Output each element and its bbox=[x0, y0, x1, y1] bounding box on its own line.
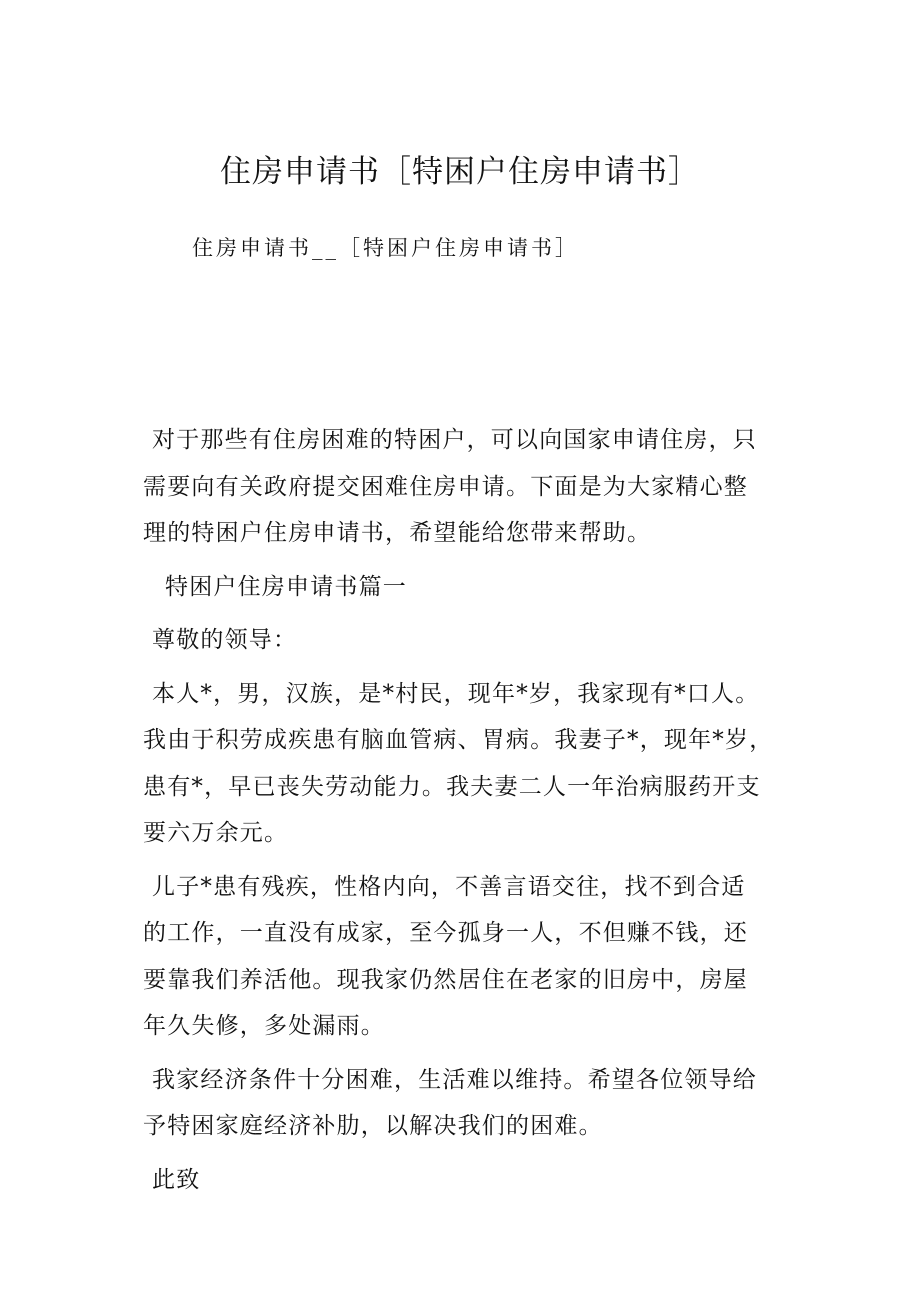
text-line: 本人*，男，汉族，是*村民，现年*岁，我家现有*口人。 bbox=[152, 680, 760, 707]
document-subtitle: 住房申请书__［特困户住房申请书］ bbox=[192, 236, 579, 260]
text-line: 需要向有关政府提交困难住房申请。下面是为大家精心整 bbox=[143, 473, 748, 500]
paragraph bbox=[143, 423, 783, 563]
text-line: 特困户住房申请书篇一 bbox=[165, 573, 407, 600]
text-line: 我家经济条件十分困难，生活难以维持。希望各位领导给 bbox=[152, 1066, 757, 1093]
paragraph bbox=[143, 870, 783, 1056]
text-line: 予特困家庭经济补肋，以解决我们的困难。 bbox=[143, 1113, 603, 1139]
document-body bbox=[143, 423, 783, 1209]
paragraph bbox=[143, 1063, 783, 1156]
text-line: 我由于积劳成疾患有脑血管病、胃病。我妻子*，现年*岁， bbox=[143, 727, 774, 753]
paragraph bbox=[143, 1163, 783, 1210]
paragraph bbox=[143, 570, 783, 617]
text-line: 年久失修，多处漏雨。 bbox=[143, 1013, 385, 1039]
paragraph bbox=[143, 677, 783, 863]
text-line: 的工作，一直没有成家，至今孤身一人，不但赚不钱，还 bbox=[143, 920, 748, 946]
text-line: 要六万余元。 bbox=[143, 820, 289, 846]
text-line: 对于那些有住房困难的特困户，可以向国家申请住房，只 bbox=[152, 427, 757, 453]
paragraph bbox=[143, 623, 783, 670]
text-line: 患有*，早已丧失劳动能力。我夫妻二人一年治病服药开支 bbox=[143, 773, 761, 800]
text-line: 要靠我们养活他。现我家仍然居住在老家的旧房中，房屋 bbox=[143, 966, 748, 993]
text-line: 儿子*患有残疾，性格内向，不善言语交往，找不到合适 bbox=[152, 873, 746, 900]
text-line: 理的特困户住房申请书，希望能给您带来帮助。 bbox=[143, 520, 652, 546]
document-title: 住房申请书［特困户住房申请书］ bbox=[220, 154, 700, 190]
text-line: 尊敬的领导： bbox=[152, 627, 298, 653]
text-line: 此致 bbox=[152, 1166, 201, 1193]
